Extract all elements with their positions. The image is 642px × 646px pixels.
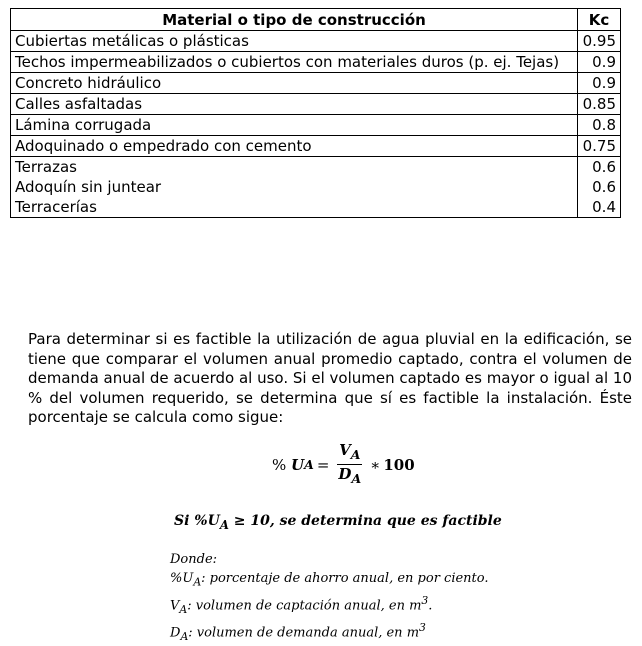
def-sup: 3 [421, 593, 429, 607]
material-cell: Cubiertas metálicas o plásticas [11, 31, 578, 52]
def-text: : volumen de captación anual, en m [187, 597, 422, 613]
formula-lhs-var: U [291, 455, 305, 474]
header-kc: Kc [578, 9, 621, 31]
den-var: D [338, 465, 352, 483]
table-row [11, 136, 621, 157]
def-symbol: V [170, 597, 180, 613]
num-sub: A [350, 447, 361, 462]
material-cell: Terracerías [11, 197, 578, 218]
table-row [11, 197, 621, 218]
kc-cell: 0.6 [578, 157, 621, 178]
condition-rest: ≥ 10, se determina que es factible [228, 513, 502, 529]
table-row [11, 31, 621, 52]
definition-item [170, 570, 489, 592]
formula-fraction [336, 441, 363, 488]
def-text: : volumen de demanda anual, en m [188, 625, 420, 641]
def-sub: A [179, 602, 188, 616]
kc-cell: 0.95 [578, 31, 621, 52]
formula-times: ∗ [370, 455, 381, 474]
condition-sub: A [219, 517, 229, 532]
def-sub: A [193, 575, 202, 589]
explanation-paragraph: Para determinar si es factible la utilización de agua pluvial en la edificación, se tiene que comparar el volumen anual promedio captado, contra el volumen de demanda anual de acuerdo al uso. Si el volumen captado es mayor o igual al 10 % del volumen requerido, se determina que sí es factible la instalación. Éste porcentaje se calcula como sigue: [28, 330, 632, 426]
material-cell: Concreto hidráulico [11, 73, 578, 94]
table-row [11, 73, 621, 94]
kc-cell: 0.75 [578, 136, 621, 157]
material-cell: Lámina corrugada [11, 115, 578, 136]
table-row [11, 52, 621, 73]
material-cell: Adoquinado o empedrado con cemento [11, 136, 578, 157]
material-cell: Techos impermeabilizados o cubiertos con materiales duros (p. ej. Tejas) [11, 52, 578, 73]
material-cell: Adoquín sin juntear [11, 177, 578, 197]
kc-cell: 0.9 [578, 73, 621, 94]
kc-table [10, 8, 621, 218]
def-symbol: D [170, 625, 181, 641]
def-symbol: %U [170, 570, 194, 586]
table-row [11, 94, 621, 115]
kc-cell: 0.85 [578, 94, 621, 115]
kc-cell: 0.4 [578, 197, 621, 218]
formula-lhs-sub: A [304, 457, 314, 472]
formula-denominator [336, 465, 363, 488]
condition-si: Si % [174, 513, 208, 529]
definitions [170, 551, 489, 646]
definitions-title: Donde: [170, 552, 218, 567]
formula-equals: = [316, 455, 330, 474]
table-header-row [11, 9, 621, 31]
material-cell: Calles asfaltadas [11, 94, 578, 115]
def-sub: A [180, 629, 189, 643]
header-material: Material o tipo de construcción [11, 9, 578, 31]
def-sup: 3 [419, 621, 426, 635]
table-row [11, 157, 621, 178]
formula-numerator [337, 441, 362, 465]
formula-lhs-prefix: % [272, 455, 287, 474]
num-var: V [339, 441, 351, 459]
kc-cell: 0.9 [578, 52, 621, 73]
factibility-condition [174, 513, 502, 532]
formula-factor: 100 [383, 455, 415, 474]
condition-var: U [207, 513, 220, 529]
kc-cell: 0.8 [578, 115, 621, 136]
den-sub: A [351, 471, 362, 486]
definition-item [170, 592, 489, 619]
percentage-formula [272, 441, 415, 488]
def-text: : porcentaje de ahorro anual, en por ciento. [201, 570, 489, 586]
def-end: . [428, 597, 433, 613]
table-row [11, 115, 621, 136]
definition-item [170, 619, 489, 646]
material-cell: Terrazas [11, 157, 578, 178]
table-row [11, 177, 621, 197]
kc-cell: 0.6 [578, 177, 621, 197]
